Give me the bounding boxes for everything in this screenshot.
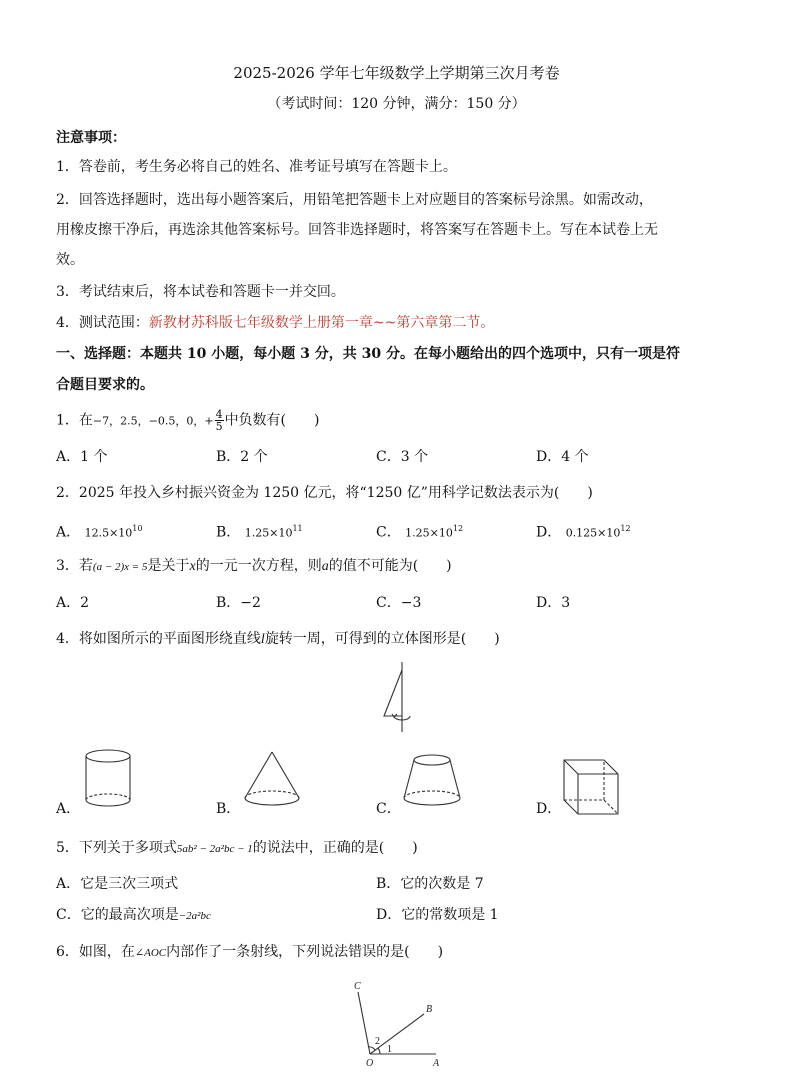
q2-b-base: 1.25×10	[244, 526, 293, 540]
q3-prefix: 3．若	[56, 558, 93, 574]
point-o-label: O	[366, 1058, 374, 1069]
q2-option-c	[376, 519, 463, 544]
q1-numbers: −7，2.5，−0.5，0，+	[92, 414, 214, 428]
q3-suffix: 的值不可能为( )	[328, 558, 452, 574]
q3-var-x: x	[189, 559, 196, 574]
q5-suffix: 的说法中，正确的是( )	[252, 840, 418, 856]
note-2-line-3: 效。	[56, 252, 84, 268]
q3-option-c: C．−3	[376, 595, 422, 611]
question-3	[56, 556, 452, 577]
q1-fraction-numerator: 4	[215, 408, 223, 421]
q2-option-b	[216, 519, 303, 544]
question-4	[56, 629, 500, 650]
q1-option-b: B．2 个	[216, 449, 268, 465]
q4-suffix: 旋转一周，可得到的立体图形是( )	[264, 631, 500, 647]
q3-var-a: a	[321, 559, 329, 574]
q4-option-c: C．	[376, 801, 401, 817]
q4-option-d: D．	[536, 801, 562, 817]
section-1-heading-line-2: 合题目要求的。	[56, 377, 154, 393]
exam-info: （考试时间：120 分钟，满分：150 分）	[267, 96, 526, 112]
point-c-label: C	[354, 981, 361, 992]
cuboid-icon	[562, 758, 622, 818]
q6-prefix: 6．如图，在	[56, 944, 135, 960]
note-4-prefix: 4．测试范围：	[56, 315, 149, 331]
question-1	[56, 409, 320, 432]
q5-polynomial: 5ab² − 2a²bc − 1	[176, 843, 253, 855]
q6-angle: ∠AOC	[134, 947, 167, 959]
q4-prefix: 4．将如图所示的平面图形绕直线	[56, 631, 261, 647]
cylinder-icon	[82, 748, 134, 810]
q3-mid-1: 是关于	[147, 558, 190, 574]
q4-option-b: B．	[216, 801, 241, 817]
q5-option-b: B．它的次数是 7	[376, 876, 484, 892]
q5-option-a: A．它是三次三项式	[56, 876, 179, 892]
q2-a-base: 12.5×10	[84, 526, 133, 540]
test-range: 新教材苏科版七年级数学上册第一章~~第六章第二节。	[148, 315, 495, 331]
note-2-line-2: 用橡皮擦干净后，再选涂其他答案标号。回答非选择题时，将答案写在答题卡上。写在本试卷上无	[56, 222, 658, 238]
q3-option-a: A．2	[56, 595, 90, 611]
frustum-icon	[400, 752, 464, 812]
q1-option-d: D．4 个	[536, 449, 589, 465]
q2-c-label: C．	[376, 524, 401, 541]
q3-option-d: D．3	[536, 595, 571, 611]
note-1: 1．答卷前，考生务必将自己的姓名、准考证号填写在答题卡上。	[56, 159, 457, 175]
q4-option-a: A．	[56, 801, 81, 817]
q5-option-d: D．它的常数项是 1	[376, 907, 499, 923]
note-2-line-1: 2．回答选择题时，选出每小题答案后，用铅笔把答题卡上对应题目的答案标号涂黑。如需改动，	[56, 192, 653, 208]
angle-2-label: 2	[375, 1036, 380, 1047]
q2-c-base: 1.25×10	[405, 526, 453, 540]
q3-equation: (a − 2)x = 5	[92, 561, 148, 573]
q1-fraction-denominator: 5	[215, 420, 223, 433]
q4-var-l: l	[260, 632, 265, 647]
q2-a-label: A．	[56, 524, 81, 541]
angle-1-label: 1	[387, 1044, 392, 1055]
q1-option-a: A．1 个	[56, 449, 108, 465]
angle-diagram	[348, 980, 448, 1070]
q1-suffix: 中负数有( )	[224, 412, 320, 429]
q2-b-label: B．	[216, 524, 241, 541]
q2-option-d	[536, 519, 631, 544]
q2-b-exponent: 11	[292, 524, 303, 533]
q2-c-exponent: 12	[452, 524, 464, 533]
right-triangle	[384, 670, 402, 716]
q2-d-label: D．	[536, 524, 562, 541]
notes-heading: 注意事项：	[56, 130, 126, 146]
note-4	[56, 313, 494, 333]
cone-icon	[240, 750, 304, 812]
q5-prefix: 5．下列关于多项式	[56, 840, 177, 856]
ray-oc	[358, 992, 370, 1054]
q2-d-exponent: 12	[620, 524, 631, 533]
point-b-label: B	[426, 1004, 433, 1015]
q1-prefix: 1．在	[56, 412, 93, 429]
question-5	[56, 838, 418, 859]
q5-c-prefix: C．它的最高次项是	[56, 907, 179, 923]
question-6	[56, 942, 443, 963]
angle-1-arc	[378, 1048, 380, 1054]
q5-c-term: −2a²bc	[178, 910, 211, 922]
q1-fraction	[215, 409, 224, 432]
q3-mid-2: 的一元一次方程，则	[195, 558, 322, 574]
q2-option-a	[56, 519, 142, 544]
section-1-heading-line-1: 一、选择题：本题共 10 小题，每小题 3 分，共 30 分。在每小题给出的四个选项中，只有一项是符	[56, 346, 680, 362]
point-a-label: A	[433, 1058, 440, 1069]
note-3: 3．考试结束后，将本试卷和答题卡一并交回。	[56, 284, 345, 300]
q2-d-base: 0.125×10	[565, 526, 621, 540]
q6-suffix: 内部作了一条射线，下列说法错误的是( )	[166, 944, 444, 960]
rotation-figure	[370, 662, 420, 737]
q5-option-c	[56, 905, 211, 926]
q1-option-c: C．3 个	[376, 449, 429, 465]
question-2: 2．2025 年投入乡村振兴资金为 1250 亿元，将“1250 亿”用科学记数法表示为( )	[56, 485, 593, 501]
q3-option-b: B．−2	[216, 595, 261, 611]
q2-a-exponent: 10	[132, 524, 143, 533]
page-title: 2025-2026 学年七年级数学上学期第三次月考卷	[233, 64, 560, 82]
